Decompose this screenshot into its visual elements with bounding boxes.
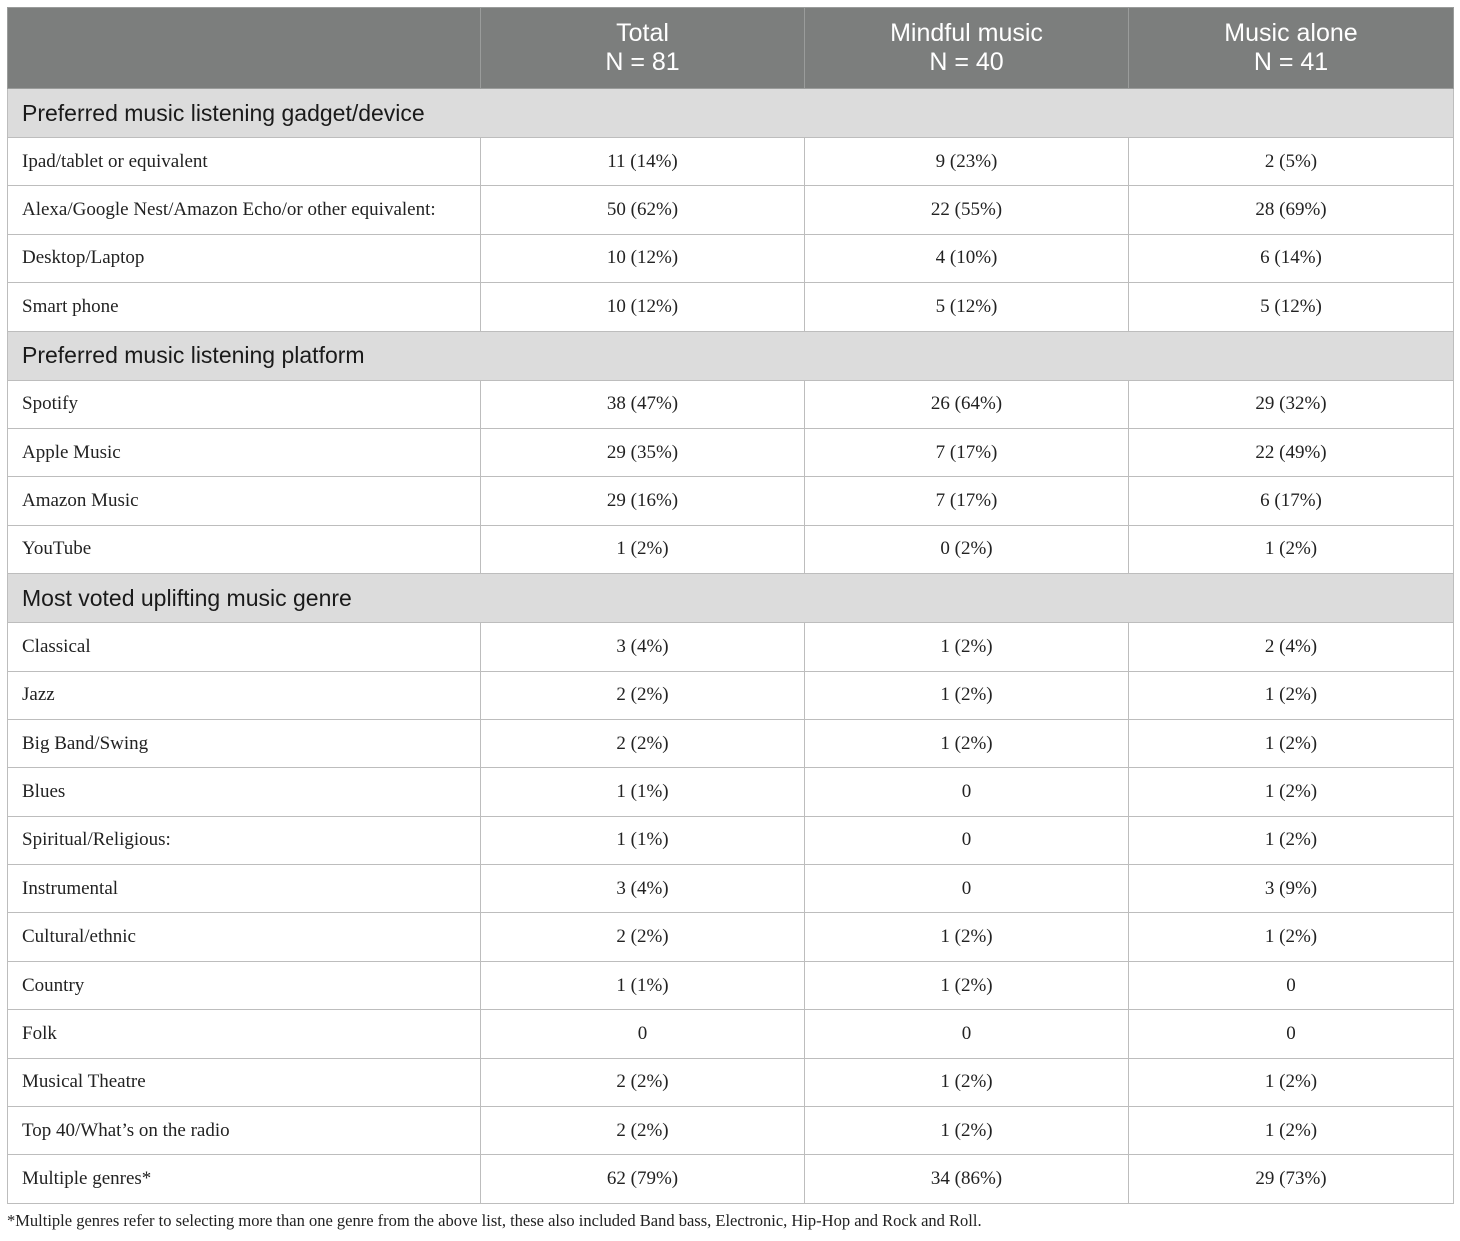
cell-total: 29 (16%) [481, 477, 805, 525]
cell-music-alone: 1 (2%) [1129, 816, 1454, 864]
row-label: Desktop/Laptop [8, 234, 481, 282]
cell-total: 3 (4%) [481, 623, 805, 671]
table-row [8, 428, 1454, 476]
cell-mindful-music: 0 [805, 1010, 1129, 1058]
cell-total: 11 (14%) [481, 138, 805, 186]
cell-mindful-music: 1 (2%) [805, 623, 1129, 671]
cell-total: 2 (2%) [481, 671, 805, 719]
cell-total: 50 (62%) [481, 186, 805, 234]
cell-total: 10 (12%) [481, 234, 805, 282]
cell-music-alone: 2 (4%) [1129, 623, 1454, 671]
row-label: YouTube [8, 525, 481, 573]
cell-total: 10 (12%) [481, 283, 805, 331]
table-row [8, 865, 1454, 913]
cell-mindful-music: 7 (17%) [805, 477, 1129, 525]
row-label: Cultural/ethnic [8, 913, 481, 961]
row-label: Top 40/What’s on the radio [8, 1107, 481, 1155]
header-total-label: Total [616, 19, 669, 47]
cell-mindful-music: 1 (2%) [805, 1058, 1129, 1106]
cell-mindful-music: 34 (86%) [805, 1155, 1129, 1203]
cell-mindful-music: 4 (10%) [805, 234, 1129, 282]
row-label: Spotify [8, 380, 481, 428]
table-row [8, 283, 1454, 331]
cell-music-alone: 0 [1129, 961, 1454, 1009]
cell-mindful-music: 22 (55%) [805, 186, 1129, 234]
cell-music-alone: 3 (9%) [1129, 865, 1454, 913]
header-alone-n: N = 41 [1253, 48, 1329, 76]
table-row [8, 961, 1454, 1009]
header-cell-mindful-music [805, 8, 1129, 89]
cell-music-alone: 29 (32%) [1129, 380, 1454, 428]
cell-music-alone: 1 (2%) [1129, 1107, 1454, 1155]
section-header-row [8, 574, 1454, 623]
cell-total: 38 (47%) [481, 380, 805, 428]
table-row [8, 1155, 1454, 1203]
cell-music-alone: 1 (2%) [1129, 719, 1454, 767]
row-label: Smart phone [8, 283, 481, 331]
table-row [8, 477, 1454, 525]
cell-mindful-music: 0 (2%) [805, 525, 1129, 573]
table-row [8, 525, 1454, 573]
cell-total: 3 (4%) [481, 865, 805, 913]
table-row [8, 913, 1454, 961]
cell-total: 1 (1%) [481, 768, 805, 816]
cell-music-alone: 0 [1129, 1010, 1454, 1058]
row-label: Instrumental [8, 865, 481, 913]
table-row [8, 234, 1454, 282]
cell-mindful-music: 7 (17%) [805, 428, 1129, 476]
table-row [8, 1058, 1454, 1106]
cell-total: 2 (2%) [481, 719, 805, 767]
cell-music-alone: 22 (49%) [1129, 428, 1454, 476]
cell-total: 1 (1%) [481, 816, 805, 864]
music-preferences-table [7, 7, 1454, 1204]
cell-mindful-music: 9 (23%) [805, 138, 1129, 186]
header-cell-music-alone [1129, 8, 1454, 89]
row-label: Ipad/tablet or equivalent [8, 138, 481, 186]
cell-music-alone: 1 (2%) [1129, 1058, 1454, 1106]
cell-music-alone: 1 (2%) [1129, 525, 1454, 573]
section-title: Preferred music listening gadget/device [8, 89, 1454, 138]
data-table-container [7, 7, 1453, 1204]
cell-mindful-music: 0 [805, 768, 1129, 816]
cell-total: 62 (79%) [481, 1155, 805, 1203]
table-row [8, 380, 1454, 428]
row-label: Alexa/Google Nest/Amazon Echo/or other equivalent: [8, 186, 481, 234]
row-label: Country [8, 961, 481, 1009]
row-label: Apple Music [8, 428, 481, 476]
table-row [8, 623, 1454, 671]
header-alone-label: Music alone [1224, 19, 1358, 47]
cell-mindful-music: 1 (2%) [805, 961, 1129, 1009]
cell-total: 2 (2%) [481, 1058, 805, 1106]
cell-music-alone: 1 (2%) [1129, 671, 1454, 719]
cell-music-alone: 6 (17%) [1129, 477, 1454, 525]
cell-mindful-music: 1 (2%) [805, 1107, 1129, 1155]
table-row [8, 768, 1454, 816]
row-label: Spiritual/Religious: [8, 816, 481, 864]
cell-mindful-music: 0 [805, 865, 1129, 913]
cell-total: 0 [481, 1010, 805, 1058]
cell-music-alone: 6 (14%) [1129, 234, 1454, 282]
cell-mindful-music: 5 (12%) [805, 283, 1129, 331]
header-cell-total [481, 8, 805, 89]
header-cell-blank [8, 8, 481, 89]
cell-music-alone: 1 (2%) [1129, 913, 1454, 961]
cell-total: 1 (1%) [481, 961, 805, 1009]
row-label: Jazz [8, 671, 481, 719]
table-row [8, 719, 1454, 767]
table-body [8, 89, 1454, 1204]
cell-music-alone: 1 (2%) [1129, 768, 1454, 816]
cell-music-alone: 28 (69%) [1129, 186, 1454, 234]
table-footnote: *Multiple genres refer to selecting more than one genre from the above list, these also included Band bass, Electronic, Hip-Hop and Rock and Roll. [7, 1211, 982, 1230]
cell-music-alone: 5 (12%) [1129, 283, 1454, 331]
row-label: Multiple genres* [8, 1155, 481, 1203]
cell-total: 1 (2%) [481, 525, 805, 573]
cell-music-alone: 2 (5%) [1129, 138, 1454, 186]
cell-mindful-music: 0 [805, 816, 1129, 864]
table-row [8, 138, 1454, 186]
cell-total: 29 (35%) [481, 428, 805, 476]
table-row [8, 1107, 1454, 1155]
cell-music-alone: 29 (73%) [1129, 1155, 1454, 1203]
table-row [8, 186, 1454, 234]
table-row [8, 671, 1454, 719]
section-header-row [8, 331, 1454, 380]
header-total-n: N = 81 [605, 48, 680, 76]
header-row [8, 8, 1454, 89]
row-label: Blues [8, 768, 481, 816]
row-label: Amazon Music [8, 477, 481, 525]
header-mindful-label: Mindful music [890, 19, 1043, 47]
row-label: Big Band/Swing [8, 719, 481, 767]
header-mindful-n: N = 40 [929, 48, 1004, 76]
cell-mindful-music: 1 (2%) [805, 671, 1129, 719]
section-title: Preferred music listening platform [8, 331, 1454, 380]
row-label: Folk [8, 1010, 481, 1058]
cell-mindful-music: 1 (2%) [805, 719, 1129, 767]
table-row [8, 816, 1454, 864]
cell-mindful-music: 26 (64%) [805, 380, 1129, 428]
cell-mindful-music: 1 (2%) [805, 913, 1129, 961]
row-label: Musical Theatre [8, 1058, 481, 1106]
section-title: Most voted uplifting music genre [8, 574, 1454, 623]
table-header [8, 8, 1454, 89]
row-label: Classical [8, 623, 481, 671]
table-row [8, 1010, 1454, 1058]
cell-total: 2 (2%) [481, 1107, 805, 1155]
cell-total: 2 (2%) [481, 913, 805, 961]
section-header-row [8, 89, 1454, 138]
